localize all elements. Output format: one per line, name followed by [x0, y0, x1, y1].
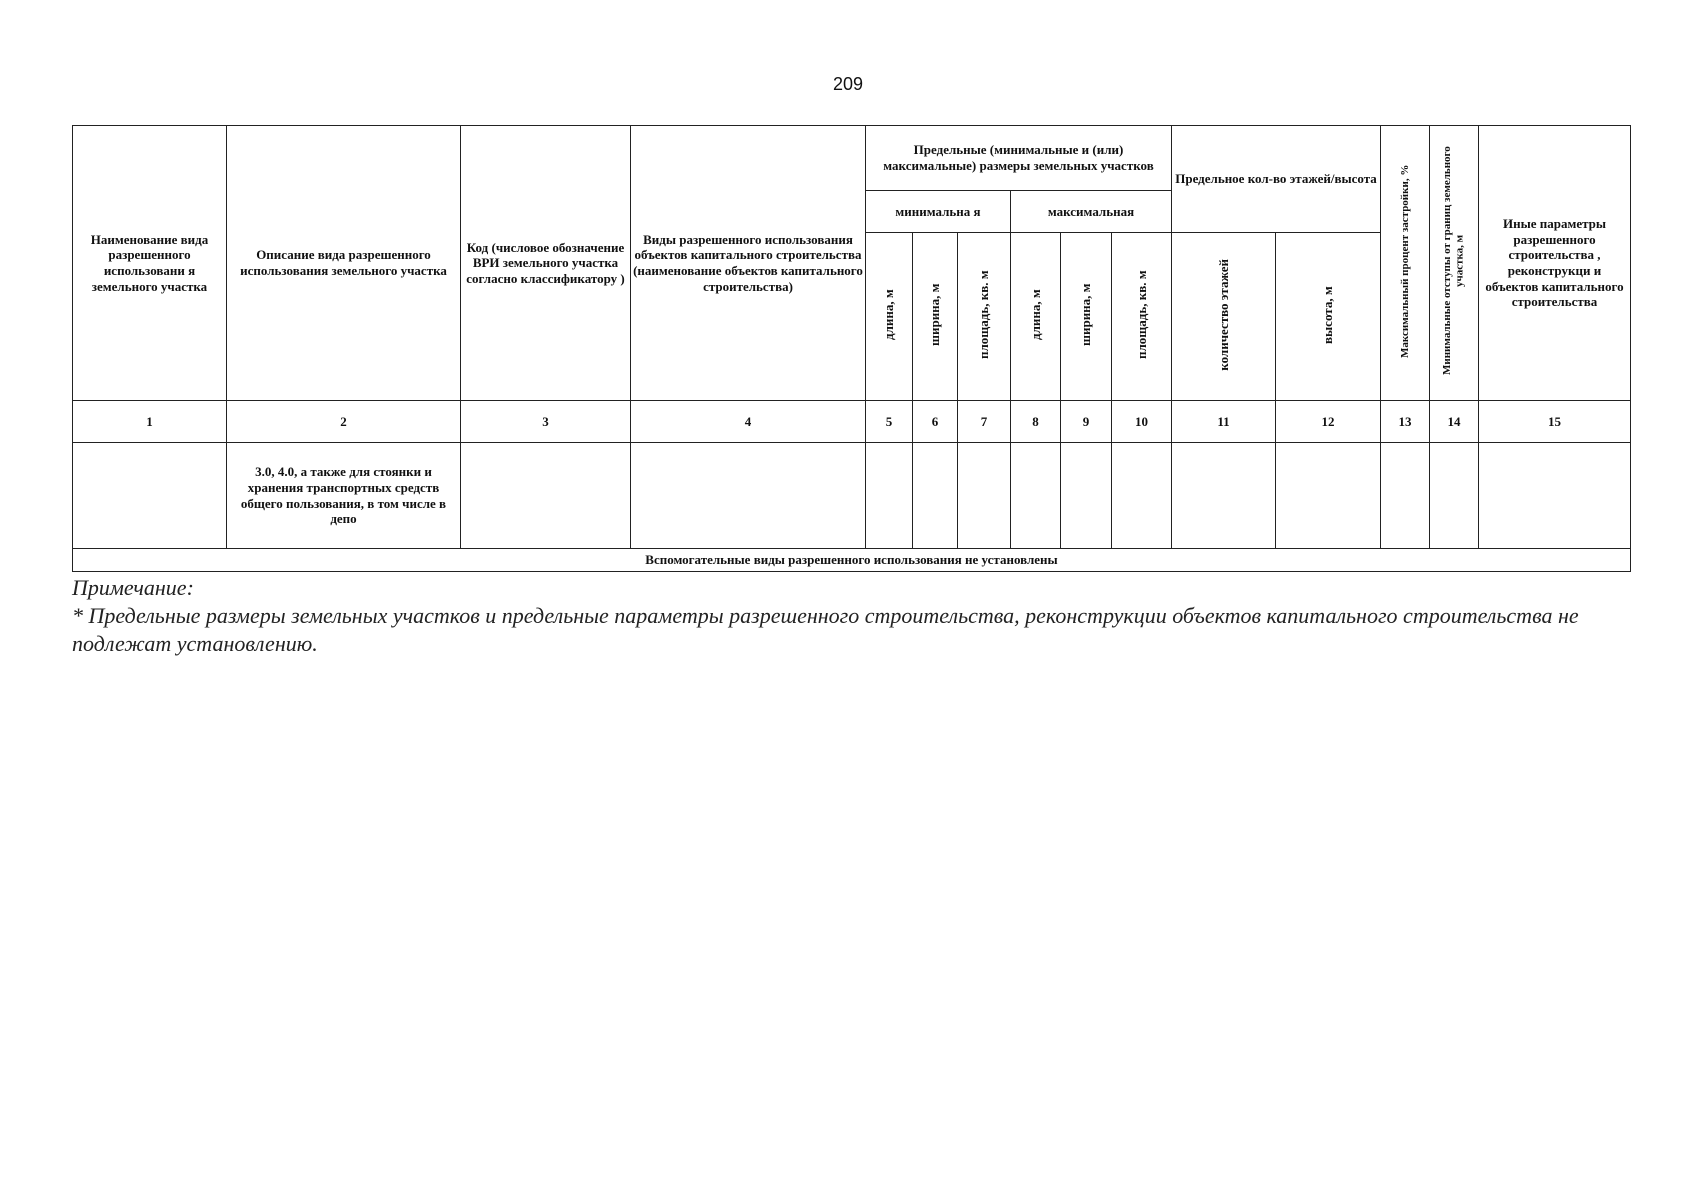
column-numbers-row [73, 401, 1631, 443]
cell-empty [1011, 443, 1061, 549]
header-plot-size-limits: Предельные (минимальные и (или) максимальные) размеры земельных участков [866, 126, 1172, 191]
header-capital-construction-types: Виды разрешенного использования объектов капитального строительства (наименование объектов капитального строительства) [631, 126, 866, 401]
header-max-length-label: длина, м [1027, 289, 1043, 341]
cell-empty [1061, 443, 1112, 549]
header-max-area [1112, 233, 1172, 401]
header-min-width [913, 233, 958, 401]
column-number: 6 [913, 401, 958, 443]
page-number: 209 [832, 74, 864, 94]
header-other-parameters: Иные параметры разрешенного строительства , реконструкци и объектов капитального строительства [1479, 126, 1631, 401]
header-maximum: максимальная [1011, 191, 1172, 233]
header-floors-count-label: количество этажей [1215, 258, 1231, 371]
cell-empty [913, 443, 958, 549]
header-min-area-label: площадь, кв. м [976, 270, 992, 359]
cell-empty [1479, 443, 1631, 549]
cell-empty [631, 443, 866, 549]
column-number: 8 [1011, 401, 1061, 443]
header-max-build-percent [1381, 126, 1430, 401]
note-text: * Предельные размеры земельных участков и предельные параметры разрешенного строительства, реконструкции объектов капитального строительства не подлежат установлению. [72, 603, 1579, 656]
note-block [72, 574, 1632, 658]
header-floors-height-limits: Предельное кол-во этажей/высота [1172, 126, 1381, 233]
header-max-build-percent-label: Максимальный процент застройки, % [1398, 164, 1411, 358]
header-land-use-description: Описание вида разрешенного использования земельного участка [227, 126, 461, 401]
cell-empty [461, 443, 631, 549]
header-min-length [866, 233, 913, 401]
header-max-length [1011, 233, 1061, 401]
table-row [73, 443, 1631, 549]
column-number: 10 [1112, 401, 1172, 443]
header-min-length-label: длина, м [881, 289, 897, 341]
header-min-setbacks-label: Минимальные отступы от границ земельного участка, м [1441, 146, 1466, 376]
header-max-width-label: ширина, м [1078, 283, 1094, 346]
auxiliary-uses-note: Вспомогательные виды разрешенного использования не установлены [73, 549, 1631, 572]
column-number: 4 [631, 401, 866, 443]
note-title: Примечание: [72, 575, 194, 600]
header-classifier-code: Код (числовое обозначение ВРИ земельного участка согласно классификатору ) [461, 126, 631, 401]
column-number: 5 [866, 401, 913, 443]
column-number: 9 [1061, 401, 1112, 443]
footer-row [73, 549, 1631, 572]
column-number: 14 [1430, 401, 1479, 443]
header-max-area-label: площадь, кв. м [1133, 270, 1149, 359]
column-number: 12 [1276, 401, 1381, 443]
header-max-width [1061, 233, 1112, 401]
cell-land-use-description: 3.0, 4.0, а также для стоянки и хранения транспортных средств общего пользования, в том числе в депо [227, 443, 461, 549]
column-number: 1 [73, 401, 227, 443]
cell-empty [866, 443, 913, 549]
header-land-use-name: Наименование вида разрешенного использовани я земельного участка [73, 126, 227, 401]
column-number: 13 [1381, 401, 1430, 443]
column-number: 3 [461, 401, 631, 443]
cell-empty [1112, 443, 1172, 549]
cell-empty [1430, 443, 1479, 549]
header-min-width-label: ширина, м [927, 283, 943, 346]
header-height-label: высота, м [1320, 285, 1336, 344]
land-use-table [72, 125, 1631, 572]
header-minimum: минимальна я [866, 191, 1011, 233]
cell-empty [1381, 443, 1430, 549]
cell-empty [1276, 443, 1381, 549]
header-height [1276, 233, 1381, 401]
header-floors-count [1172, 233, 1276, 401]
header-min-area [958, 233, 1011, 401]
header-min-setbacks [1430, 126, 1479, 401]
cell-empty [73, 443, 227, 549]
column-number: 11 [1172, 401, 1276, 443]
cell-empty [958, 443, 1011, 549]
column-number: 2 [227, 401, 461, 443]
column-number: 7 [958, 401, 1011, 443]
cell-empty [1172, 443, 1276, 549]
column-number: 15 [1479, 401, 1631, 443]
